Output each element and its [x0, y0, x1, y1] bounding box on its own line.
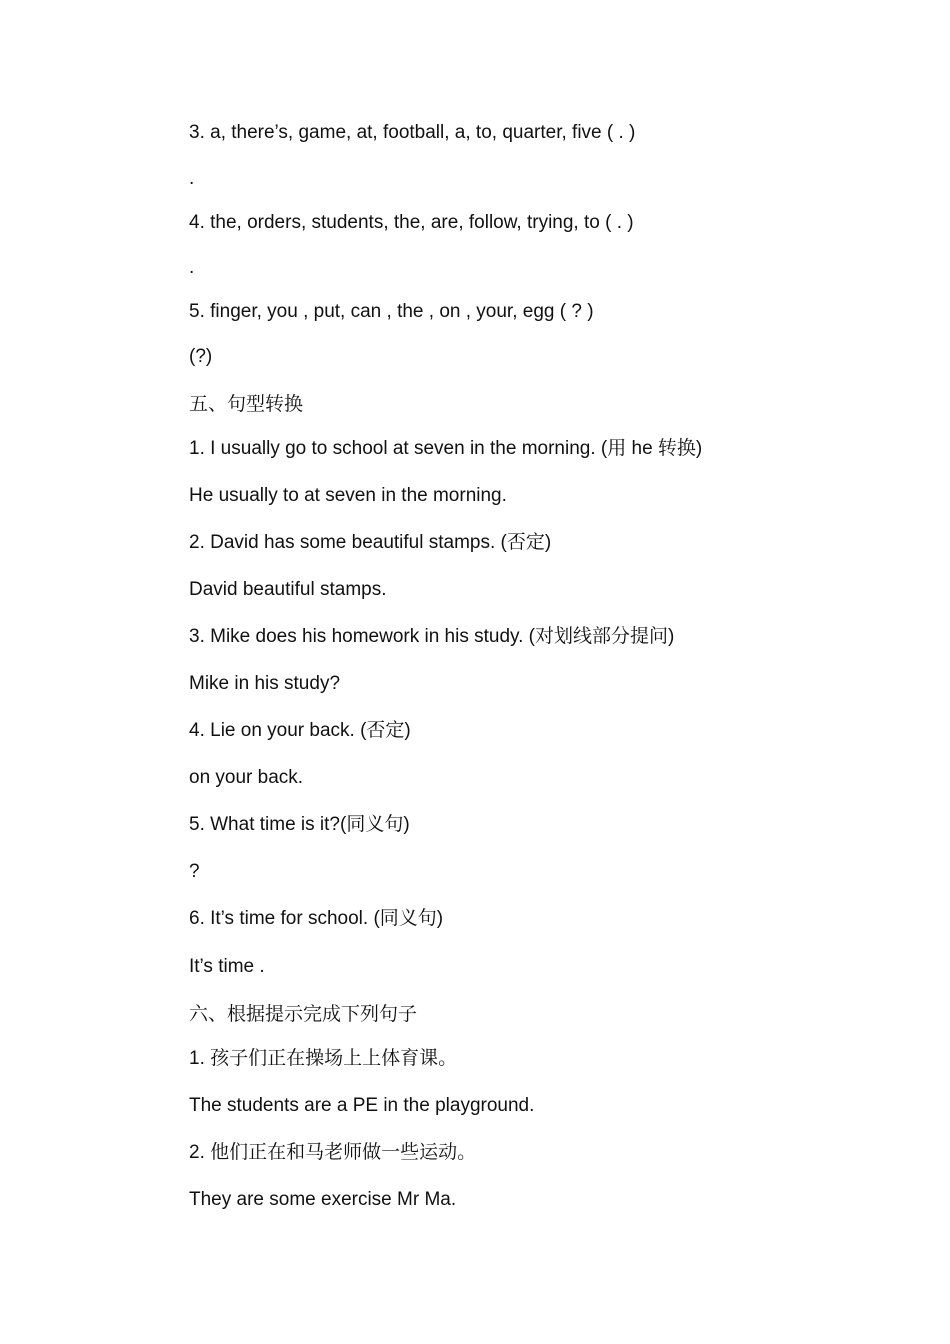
transform-question-1: 1. I usually go to school at seven in the morning. (用 he 转换)	[189, 438, 703, 459]
answer-blank-4: .	[189, 257, 195, 278]
transform-question-5: 5. What time is it?(同义句)	[189, 814, 410, 835]
transform-answer-5: ?	[189, 861, 200, 882]
transform-question-6: 6. It’s time for school. (同义句)	[189, 908, 444, 929]
complete-prompt-2: 2. 他们正在和马老师做一些运动。	[189, 1142, 477, 1163]
question-3-scrambled: 3. a, there’s, game, at, football, a, to, quarter, five ( . )	[189, 122, 636, 143]
complete-answer-2: They are some exercise Mr Ma.	[189, 1189, 457, 1210]
transform-question-4: 4. Lie on your back. (否定)	[189, 720, 411, 741]
question-4-scrambled: 4. the, orders, students, the, are, follow, trying, to ( . )	[189, 212, 634, 233]
transform-answer-3: Mike in his study?	[189, 673, 341, 694]
question-5-scrambled: 5. finger, you , put, can , the , on , your, egg ( ? )	[189, 301, 594, 322]
answer-blank-5: (?)	[189, 346, 213, 367]
transform-answer-4: on your back.	[189, 767, 304, 788]
complete-prompt-1: 1. 孩子们正在操场上上体育课。	[189, 1048, 458, 1069]
complete-answer-1: The students are a PE in the playground.	[189, 1095, 535, 1116]
transform-question-3: 3. Mike does his homework in his study. (对划线部分提问)	[189, 626, 675, 647]
section-6-heading: 六、根据提示完成下列句子	[189, 1003, 418, 1025]
transform-answer-2: David beautiful stamps.	[189, 579, 387, 600]
section-5-heading: 五、句型转换	[189, 393, 304, 415]
transform-answer-6: It’s time .	[189, 956, 265, 977]
answer-blank-3: .	[189, 168, 195, 189]
transform-answer-1: He usually to at seven in the morning.	[189, 485, 507, 506]
transform-question-2: 2. David has some beautiful stamps. (否定)	[189, 532, 552, 553]
